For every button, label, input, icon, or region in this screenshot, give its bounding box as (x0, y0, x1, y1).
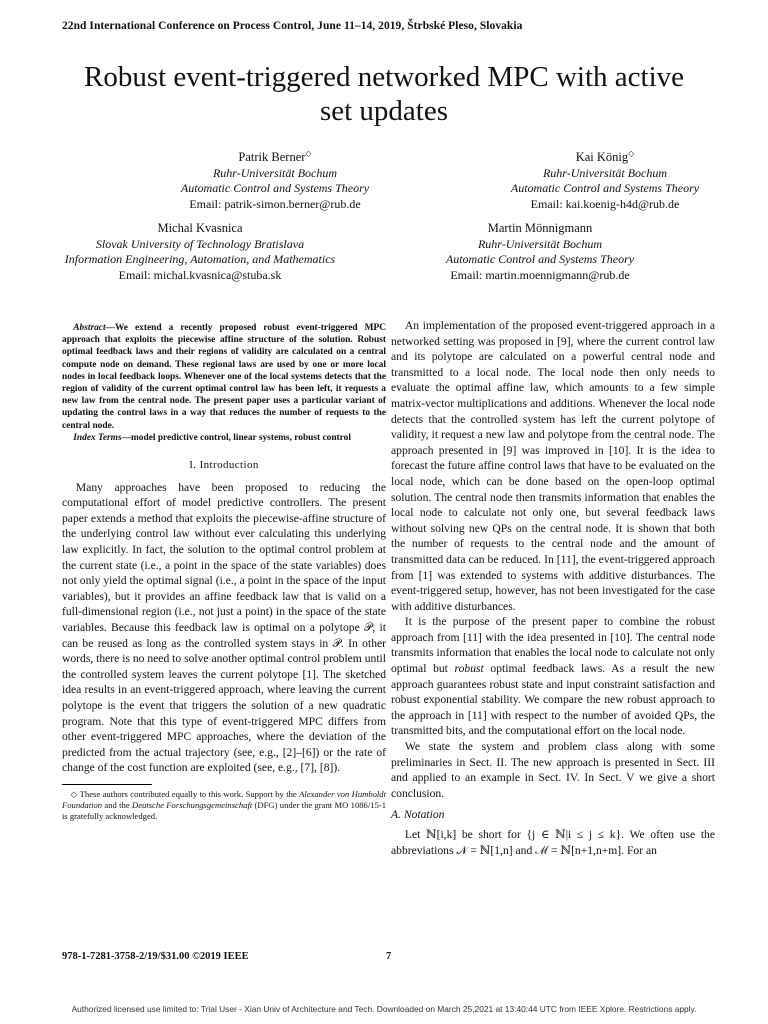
index-terms: Index Terms—model predictive control, linear systems, robust control (73, 432, 351, 443)
author-block-moennigmann (400, 221, 680, 283)
author-name: Martin Mönnigmann (487, 221, 593, 235)
author-block-kvasnica (40, 221, 360, 283)
notation-paragraph: Let ℕ[i,k] be short for {j ∈ ℕ|i ≤ j ≤ k}. We often use the abbreviations 𝒩 = ℕ[1,n] and ℳ = ℕ[n+1,n+m]. For an (391, 828, 715, 857)
isbn-copyright: 978-1-7281-3758-2/19/$31.00 ©2019 IEEE (62, 951, 249, 962)
paper-title (40, 60, 728, 128)
intro-paragraph: Many approaches have been proposed to reducing the computational effort of model predictive controllers. The present paper extends a method that exploits the piecewise-affine structure of the underlying control law without ever calculating this underlying law explicitly. In fact, the solution to the optimal control problem at the current state (i.e., a point in the space of the state variables) does not only yield the optimal signal (i.e., a point in the space of the input variables), but it provides an affine feedback law that is valid on a full-dimensional region (i.e., not just a point) in the space of the state variables. Because this feedback law is optimal on a polytope 𝒫, it can be reused as long as the controlled system stays in 𝒫. In other words, there is no need to solve another optimal control problem until the controlled system leaves the current polytope [1]. The sketched idea results in an event-triggered approach, where leaving the current polytope is the event that triggers the solution of a new quadratic program. Note that this type of event-triggered MPC differs from other event-triggered MPC approaches, where the deviation of the predicted from the actual trajectory (see, e.g., [2]–[6]) or the rate of change of the cost function are exploited (see, e.g., [7], [8]). (62, 480, 386, 775)
right-paragraph-3: We state the system and problem class along with some preliminaries in Sect. II. The new approach is presented in Sect. III and applied to an example in Sect. IV. In Sect. V we give a short conclusion. (391, 740, 715, 800)
title-line-2: set updates (319, 95, 449, 127)
title-line-1: Robust event-triggered networked MPC with active (83, 61, 684, 93)
author-department: Automatic Control and Systems Theory (180, 181, 370, 196)
author-name: Michal Kvasnica (157, 221, 243, 235)
author-name: Kai König◇ (575, 149, 635, 165)
subsection-heading-notation: A. Notation (391, 808, 445, 822)
author-email: Email: michal.kvasnica@stuba.sk (118, 267, 282, 282)
author-department: Information Engineering, Automation, and Mathematics (64, 252, 336, 266)
author-email: Email: patrik-simon.berner@rub.de (189, 196, 361, 211)
left-column (62, 318, 386, 822)
page-number: 7 (386, 951, 392, 962)
conference-header: 22nd International Conference on Process Control, June 11–14, 2019, Štrbské Pleso, Slovakia (62, 20, 523, 32)
license-notice: Authorized licensed use limited to: Trial User - Xian Univ of Architecture and Tech. Downloaded on March 25,2021 at 13:40:44 UTC from IEEE Xplore. Restrictions apply. (71, 1004, 697, 1014)
right-paragraph-2: It is the purpose of the present paper to combine the robust approach from [11] with the idea presented in [10]. The central node transmits information that enables the local node to calculate not only optimal but robust optimal feedback laws. As a result the new approach guarantees robust state and input constraint satisfaction and robust exponential stability. We compare the new robust approach to the approach in [11] with respect to the number of avoided QPs, the transmitted bits, and the computational effort on the local node. (391, 615, 715, 738)
author-email: Email: martin.moennigmann@rub.de (450, 267, 630, 282)
author-name: Patrik Berner◇ (238, 149, 312, 165)
right-paragraph-1: An implementation of the proposed event-triggered approach in a networked setting was proposed in [9], where the current control law and its polytope are calculated on a powerful central node and transmitted to a local node. The local node then only needs to evaluate the optimal affine law, which amounts to a few simple matrix-vector multiplications and additions. Whenever the local node detects that the controlled system has left the current polytope of validity, it request a new law and polytope from the central node. The approach presented in [9] was improved in [10]. It is the idea to forecast the future affine control laws that have to be evaluated on the local node, which can be done based on the open-loop optimal solution. The central node then transmits information that enables the local node to calculate not only one, but several feedback laws without solving new QPs on the central node. It is shown that both the number of requests to the central node and the amount of transmitted data can be reduced. In [11], the event-triggered approach from [1] was extended to systems with additive disturbances. The event-triggered setup, however, has not been investigated for the case with additive disturbances. (391, 319, 715, 613)
section-heading-introduction: I. Introduction (189, 459, 259, 472)
author-department: Automatic Control and Systems Theory (445, 252, 635, 266)
author-email: Email: kai.koenig-h4d@rub.de (530, 196, 680, 211)
author-block-koenig (470, 146, 740, 212)
author-block-berner (140, 146, 410, 212)
right-column (391, 318, 715, 858)
author-affiliation: Ruhr-Universität Bochum (212, 165, 338, 180)
author-affiliation: Slovak University of Technology Bratislava (95, 236, 305, 251)
author-department: Automatic Control and Systems Theory (510, 181, 700, 196)
author-affiliation: Ruhr-Universität Bochum (477, 236, 603, 251)
footnote-rule (62, 784, 152, 785)
abstract: Abstract—We extend a recently proposed robust event-triggered MPC approach that exploits the piecewise affine structure of the solution. Robust optimal feedback laws and their regions of validity are calculated on a central compute node on demand. These regional laws are used by one or more local nodes in local feedback loops. Whenever one of the local systems detects that the region of validity of the current optimal control law has been left, it requests a new law from the central node. The present paper uses a particular variant of updating the control laws in a way that reduces the number of requests to the central node. (62, 323, 386, 431)
footnote: ◇ These authors contributed equally to this work. Support by the Alexander von Humboldt Foundation and the Deutsche Forschungsgemeinschaft (DFG) under the grant MO 1086/15-1 is gratefully acknowledged. (62, 788, 386, 821)
author-affiliation: Ruhr-Universität Bochum (542, 165, 668, 180)
